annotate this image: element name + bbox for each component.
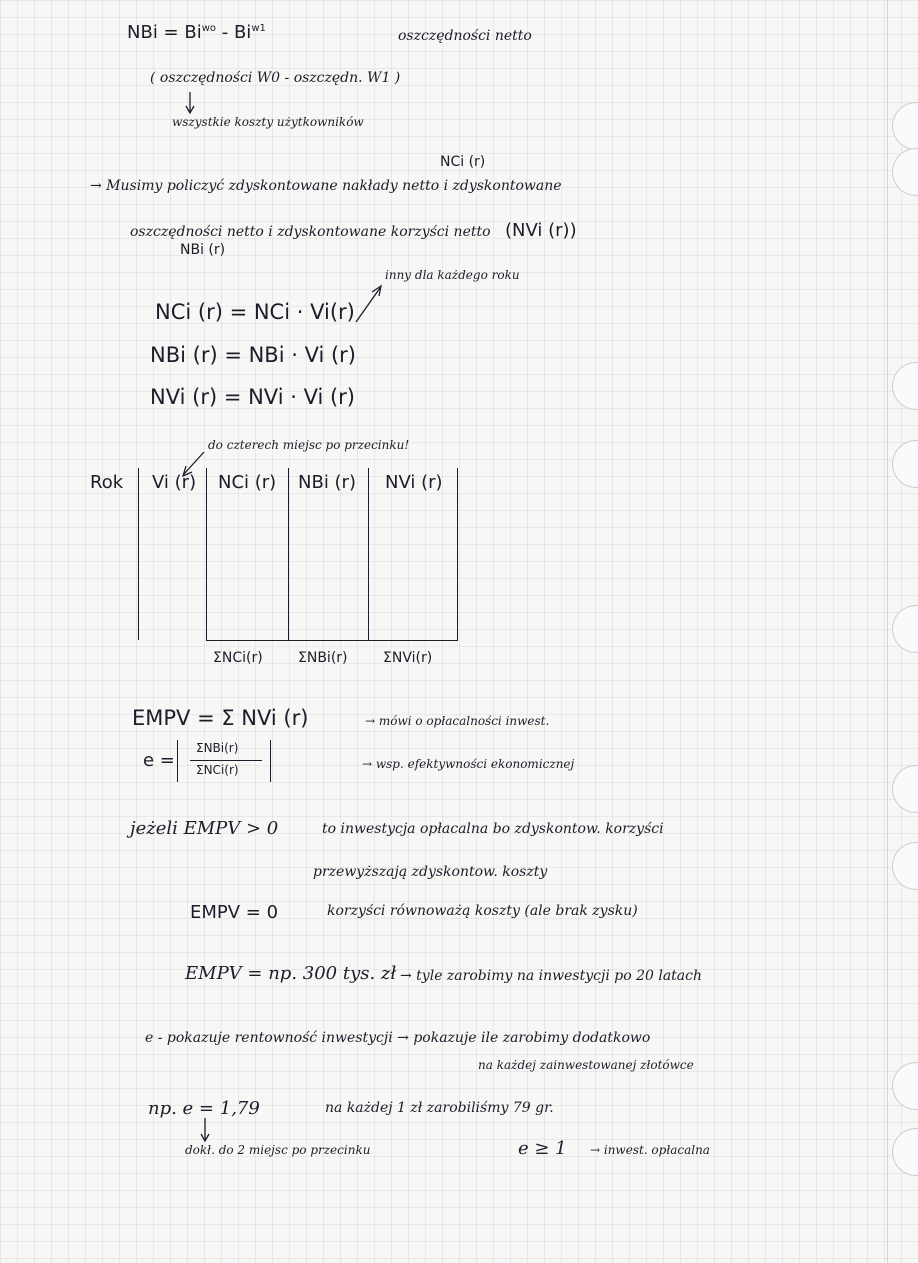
empv-formula: EMPV = Σ NVi (r) <box>132 706 309 730</box>
empv-note: → mówi o opłacalności inwest. <box>365 714 550 728</box>
nb-label: NBi (r) <box>180 242 226 258</box>
cond1-c: przewyższają zdyskontow. koszty <box>313 864 548 880</box>
sum-nc: ΣNCi(r) <box>213 650 263 666</box>
savings-diff: ( oszczędności W0 - oszczędn. W1 ) <box>150 70 401 86</box>
cond3-b: → tyle zarobimy na inwestycji po 20 latach <box>400 968 703 984</box>
instruction-line: → Musimy policzyć zdyskontowane nakłady netto i zdyskontowane <box>90 178 562 194</box>
annotation-year: inny dla każdego roku <box>385 268 520 282</box>
instruction-line-2: oszczędności netto i zdyskontowane korzyści netto (NVi (r)) <box>130 220 577 241</box>
e-note: → wsp. efektywności ekonomicznej <box>362 757 575 771</box>
table-header-nb: NBi (r) <box>298 472 356 493</box>
cond1-b: to inwestycja opłacalna bo zdyskontow. korzyści <box>322 821 664 837</box>
example-text: na każdej 1 zł zarobiliśmy 79 gr. <box>325 1100 554 1116</box>
e-line-a: e - pokazuje rentowność inwestycji → pokazuje ile zarobimy dodatkowo <box>145 1030 651 1046</box>
example-e: np. e = 1,79 <box>148 1098 260 1119</box>
nc-label: NCi (r) <box>440 154 486 170</box>
formula-nb: NBi (r) = NBi · Vi (r) <box>150 343 357 367</box>
sum-nb: ΣNBi(r) <box>298 650 348 666</box>
table-header-v: Vi (r) <box>152 472 197 493</box>
nb-formula: NBi = $Bi^{wo} - Bi^{w1}$ <box>127 22 266 43</box>
cond2-b: korzyści równoważą koszty (ale brak zysku) <box>327 903 638 919</box>
sum-nv: ΣNVi(r) <box>383 650 433 666</box>
e-lhs: e = <box>143 750 175 771</box>
table-header-rok: Rok <box>90 472 124 493</box>
e-denominator: ΣNCi(r) <box>196 763 239 777</box>
table-header-nc: NCi (r) <box>218 472 277 493</box>
last-c: → inwest. opłacalna <box>590 1143 710 1157</box>
formula-nc: NCi (r) = NCi · Vi(r) <box>155 300 355 324</box>
last-b: e ≥ 1 <box>518 1138 567 1159</box>
cond2-a: EMPV = 0 <box>190 902 279 923</box>
users-costs-note: wszystkie koszty użytkowników <box>172 115 364 129</box>
last-a: dokł. do 2 miejsc po przecinku <box>185 1143 371 1157</box>
net-savings-label: oszczędności netto <box>398 28 532 44</box>
e-line-b: na każdej zainwestowanej złotówce <box>478 1058 694 1072</box>
cond1-a: jeżeli EMPV > 0 <box>130 818 279 839</box>
annotation-decimals: do czterech miejsc po przecinku! <box>208 438 410 452</box>
cond3-a: EMPV = np. 300 tys. zł <box>185 963 397 984</box>
table-header-nv: NVi (r) <box>385 472 443 493</box>
formula-nv: NVi (r) = NVi · Vi (r) <box>150 385 355 409</box>
e-numerator: ΣNBi(r) <box>196 741 239 755</box>
